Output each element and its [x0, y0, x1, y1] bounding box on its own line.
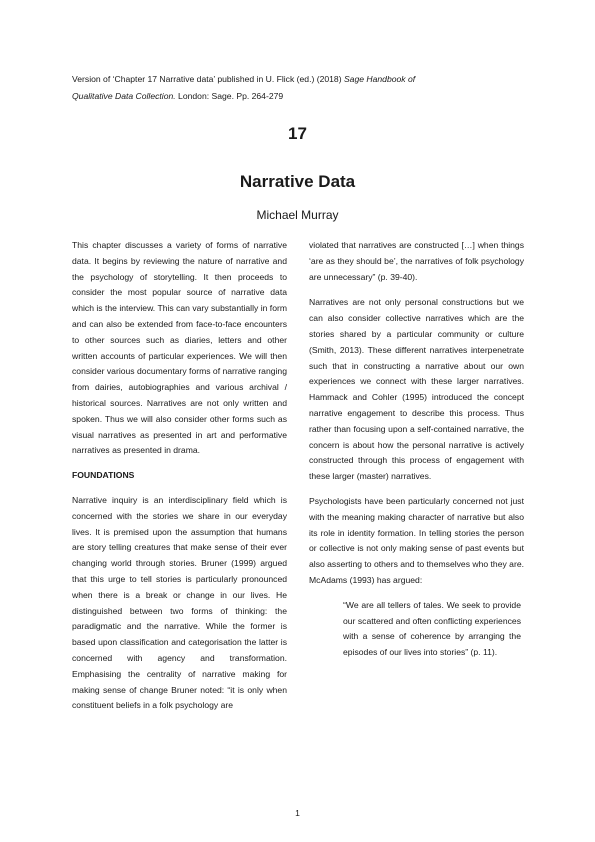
left-column	[72, 238, 287, 723]
book-title-part-2: Qualitative Data Collection.	[72, 91, 176, 101]
foundations-paragraph: Narrative inquiry is an interdisciplinary field which is concerned with the stories we share in our everyday lives. It is premised upon the assumption that humans are story telling creatures that make sense of their ever changing world through stories. Bruner (1999) argued that this urge to tell stories is particularly pronounced when there is a break or change in our lives. He distinguished between two forms of thinking: the paradigmatic and the narrative. While the former is based upon classification and categorisation the latter is concerned with agency and transformation. Emphasising the centrality of narrative making for making sense of change Bruner noted: “it is only when constituent beliefs in a folk psychology are	[72, 494, 287, 711]
page-number: 1	[295, 808, 300, 818]
author-name: Michael Murray	[256, 208, 339, 222]
identity-paragraph: Psychologists have been particularly concerned not just with the meaning making character of narrative but also its role in identity formation. In telling stories the person or collective is not only making sense of past events but also asserting to others and to themselves who they are. McAdams (1993) has argued:	[309, 495, 524, 585]
book-title-part-1: Sage Handbook of	[343, 74, 416, 84]
mcadams-quote: “We are all tellers of tales. We seek to provide our scattered and often conflicting experiences with a sense of coherence by arranging the episodes of our lives into stories” (p. 11).	[343, 599, 521, 658]
continued-paragraph: violated that narratives are constructed […] when things ‘are as they should be’, the narratives of folk psychology are unnecessary” (p. 39-40).	[309, 240, 524, 282]
section-heading-foundations: FOUNDATIONS	[72, 470, 135, 481]
chapter-title: Narrative Data	[239, 172, 356, 191]
right-column	[309, 238, 524, 661]
version-prefix: Version of ‘Chapter 17 Narrative data’ published in U. Flick (ed.) (2018)	[72, 74, 344, 84]
chapter-number: 17	[288, 124, 307, 143]
version-note	[72, 71, 502, 105]
intro-paragraph: This chapter discusses a variety of forms of narrative data. It begins by reviewing the nature of narrative and the psychology of storytelling. It then proceeds to consider the most popular source of narrative data which is the interview. This can vary substantially in form and can also be extended from face-to-face encounters to other sources such as diaries, letters and other written accounts of particular experiences. We will then consider various documentary forms of narrative ranging from dairies, autobiographies and various archival / historical sources. Narratives are not only written and spoken. Thus we will also consider other forms such as visual narratives as presented in art and performative narratives as presented in drama.	[72, 240, 287, 456]
collective-narratives-paragraph: Narratives are not only personal constructions but we can also consider collective narratives which are the stories shared by a particular community or culture (Smith, 2013). These different narratives interpenetrate such that in constructing a narrative about our own experiences we connect with these larger narratives. Hammack and Cohler (1995) introduced the concept narrative engagement to describe this process. Thus rather than focusing upon a self-contained narrative, the concern is about how the personal narrative is actively constructed through this process of engagement with these larger (master) narratives.	[309, 297, 524, 482]
version-suffix: London: Sage. Pp. 264-279	[175, 91, 284, 101]
